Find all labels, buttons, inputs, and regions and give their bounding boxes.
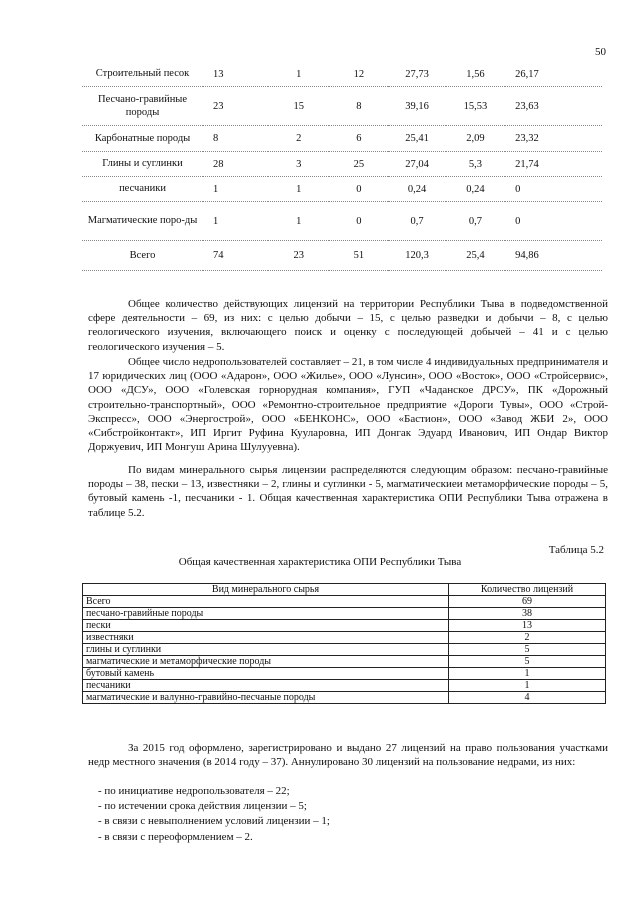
opi-characteristics-table — [82, 583, 606, 704]
cell: 23,32 — [505, 126, 602, 152]
table-row — [83, 668, 606, 680]
cell: 0,7 — [446, 202, 505, 241]
list-item: - в связи с невыполнением условий лицензии – 1; — [98, 815, 330, 828]
annulment-reasons-list — [98, 784, 330, 845]
cell: 5,3 — [446, 152, 505, 177]
cell: 6 — [329, 126, 388, 152]
list-item: - по истечении срока действия лицензии – 5; — [98, 800, 307, 813]
cell: 12 — [329, 62, 388, 87]
header-count: Количество лицензий — [449, 584, 606, 596]
mineral-name: Глины и суглинки — [82, 152, 203, 177]
type-cell: глины и суглинки — [83, 644, 449, 656]
cell: 25,41 — [388, 126, 445, 152]
count-cell: 1 — [449, 668, 606, 680]
type-cell: песчано-гравийные породы — [83, 608, 449, 620]
type-cell: бутовый камень — [83, 668, 449, 680]
cell: 0 — [329, 177, 388, 202]
count-cell: 13 — [449, 620, 606, 632]
table-row — [82, 62, 602, 87]
count-cell: 4 — [449, 692, 606, 704]
cell: 0 — [329, 202, 388, 241]
cell: 1 — [268, 62, 329, 87]
type-cell: песчаники — [83, 680, 449, 692]
cell: 0,7 — [388, 202, 445, 241]
count-cell: 5 — [449, 656, 606, 668]
table-caption: Общая качественная характеристика ОПИ Республики Тыва — [178, 556, 462, 568]
cell: 0,24 — [446, 177, 505, 202]
cell: 120,3 — [388, 241, 445, 271]
cell: 23 — [268, 241, 329, 271]
table-row — [82, 126, 602, 152]
type-cell: Всего — [83, 596, 449, 608]
table-label: Таблица 5.2 — [548, 544, 604, 556]
table-row — [83, 632, 606, 644]
cell: 27,04 — [388, 152, 445, 177]
count-cell: 1 — [449, 680, 606, 692]
table-row — [82, 87, 602, 126]
cell: 3 — [268, 152, 329, 177]
cell: 1,56 — [446, 62, 505, 87]
cell: 1 — [268, 177, 329, 202]
mineral-name: Карбонатные породы — [82, 126, 203, 152]
type-cell: пески — [83, 620, 449, 632]
table-row — [83, 596, 606, 608]
cell: 2,09 — [446, 126, 505, 152]
cell: 23,63 — [505, 87, 602, 126]
paragraph-licenses: Общее количество действующих лицензий на территории Республики Тыва в подведомственной сфере деятельности – 69, из них: с целью добычи – 15, с целью разведки и добычи – 8, с целью геологического изучения, включающего поиск и оценку с последующей добычей – 41 и с целью геологического изучения – 5. — [88, 298, 608, 353]
cell: 8 — [329, 87, 388, 126]
cell: 8 — [203, 126, 268, 152]
table-row — [83, 680, 606, 692]
table-row — [82, 202, 602, 241]
cell: 2 — [268, 126, 329, 152]
cell: 74 — [203, 241, 268, 271]
cell: 51 — [329, 241, 388, 271]
paragraph-2015-licenses: За 2015 год оформлено, зарегистрировано и выдано 27 лицензий на право пользования участками недр местного значения (в 2014 году – 37). Аннулировано 30 лицензий на пользование недрами, из них: — [88, 742, 608, 769]
table-header-row — [83, 584, 606, 596]
cell: 28 — [203, 152, 268, 177]
cell: 1 — [268, 202, 329, 241]
cell: 0 — [505, 202, 602, 241]
cell: 1 — [203, 177, 268, 202]
paragraph-users: Общее число недропользователей составляет – 21, в том числе 4 индивидуальных предпринимателя и 17 юридических лиц (ООО «Адарон», ООО «Жилье», ООО «Лунсин», ООО «Восток», ООО «Стройсервис», ООО «ДСУ», ООО «Голевская горнорудная компания», ГУП «Чаданское ДРСУ», ПК «Дорожный строительно-транспортный», ООО «Ремонтно-строительное предприятие «Дороги Тувы», ООО «Строй-Экспресс», ООО «Энергострой», ООО «БЕНКОНС», ООО «Бастион», ООО «Завод ЖБИ 2», ООО «Сибстройконтакт», ИП Иргит Руфина Кууларовна, ИП Донгак Эдуард Иванович, ИП Ондар Виктор Доржуевич, ИП Монгуш Арина Шулууевна). — [88, 356, 608, 454]
table-row — [83, 644, 606, 656]
page-number: 50 — [595, 46, 606, 58]
cell: 15 — [268, 87, 329, 126]
mineral-name: Всего — [82, 241, 203, 271]
count-cell: 38 — [449, 608, 606, 620]
type-cell: магматические и метаморфические породы — [83, 656, 449, 668]
cell: 1 — [203, 202, 268, 241]
table-row-total — [82, 241, 602, 271]
table-row — [82, 152, 602, 177]
type-cell: магматические и валунно-гравийно-песчаные породы — [83, 692, 449, 704]
table-row — [83, 608, 606, 620]
licenses-by-mineral-table — [82, 62, 602, 271]
cell: 15,53 — [446, 87, 505, 126]
table-row — [82, 177, 602, 202]
table-row — [83, 692, 606, 704]
mineral-name: Песчано-гравийные породы — [82, 87, 203, 126]
cell: 21,74 — [505, 152, 602, 177]
paragraph-minerals: По видам минерального сырья лицензии распределяются следующим образом: песчано-гравийные породы – 38, пески – 13, известняки – 2, глины и суглинки - 5, магматическиеи метаморфические породы – 5, бутовый камень -1, песчаники - 1. Общая качественная характеристика ОПИ Республики Тыва отражена в таблице 5.2. — [88, 464, 608, 519]
mineral-name: песчаники — [82, 177, 203, 202]
cell: 94,86 — [505, 241, 602, 271]
count-cell: 69 — [449, 596, 606, 608]
mineral-name: Строительный песок — [82, 62, 203, 87]
list-item: - в связи с переоформлением – 2. — [98, 830, 253, 843]
cell: 23 — [203, 87, 268, 126]
table-row — [83, 620, 606, 632]
cell: 27,73 — [388, 62, 445, 87]
cell: 25,4 — [446, 241, 505, 271]
type-cell: известняки — [83, 632, 449, 644]
cell: 26,17 — [505, 62, 602, 87]
cell: 13 — [203, 62, 268, 87]
list-item: - по инициативе недропользователя – 22; — [98, 785, 290, 797]
table-row — [83, 656, 606, 668]
cell: 25 — [329, 152, 388, 177]
header-type: Вид минерального сырья — [83, 584, 449, 596]
cell: 0,24 — [388, 177, 445, 202]
mineral-name: Магматические поро-ды — [82, 202, 203, 241]
cell: 39,16 — [388, 87, 445, 126]
count-cell: 2 — [449, 632, 606, 644]
count-cell: 5 — [449, 644, 606, 656]
cell: 0 — [505, 177, 602, 202]
